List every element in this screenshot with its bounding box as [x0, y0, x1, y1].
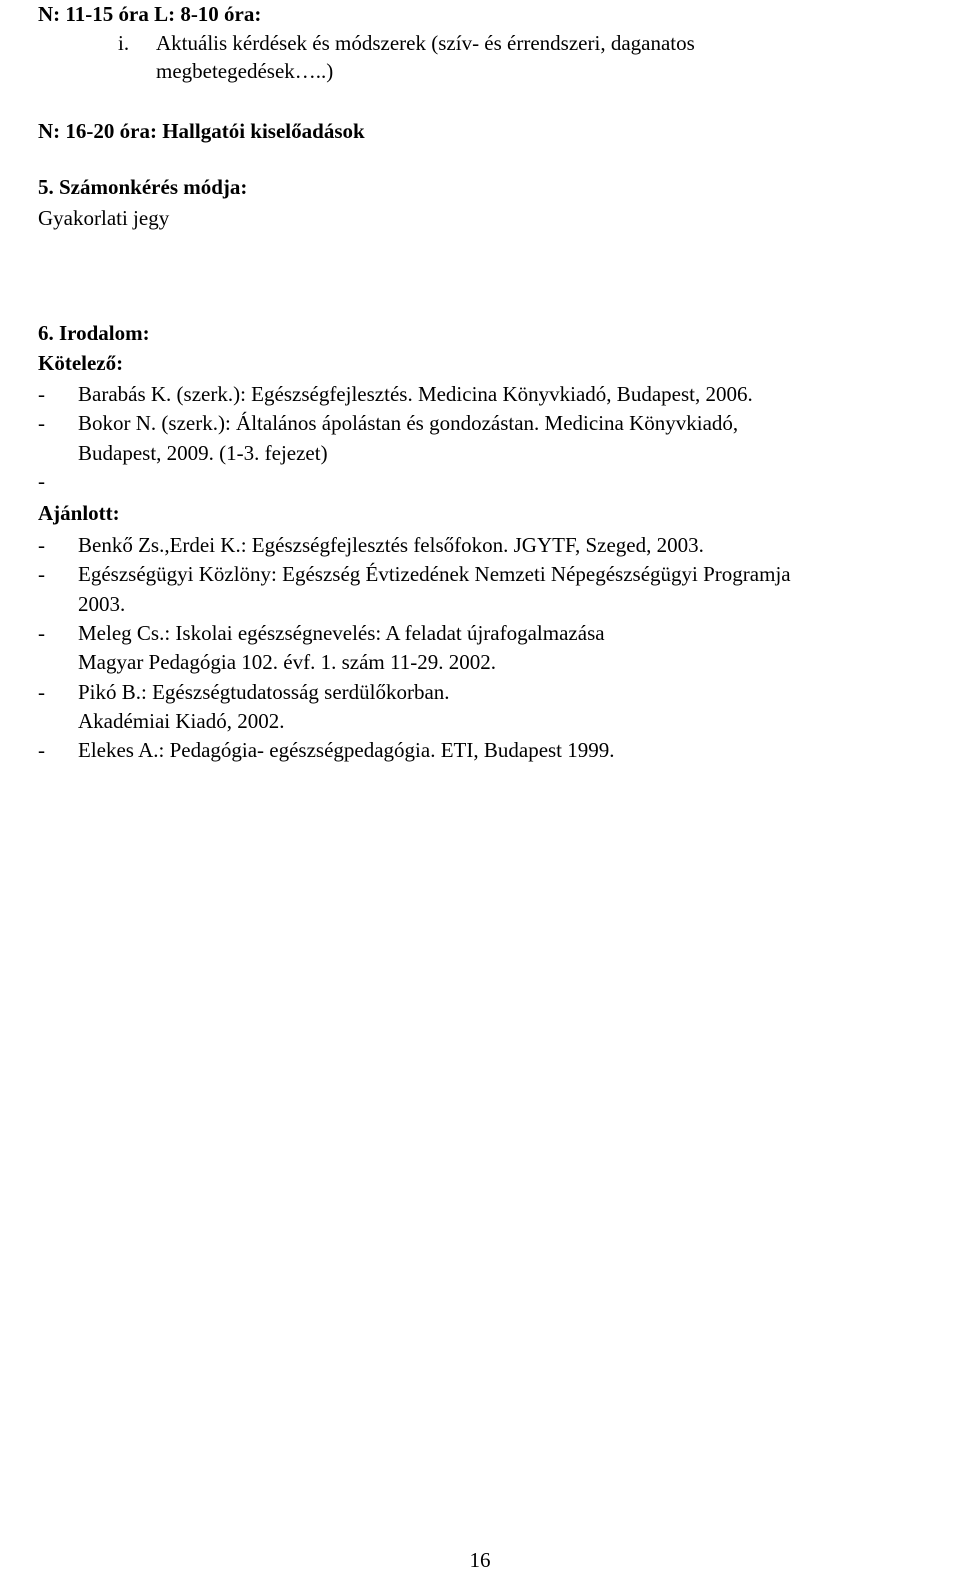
schedule-line-2: N: 16-20 óra: Hallgatói kiselőadások — [38, 119, 365, 143]
list-dash: - — [38, 382, 45, 406]
list-dash: - — [38, 533, 45, 557]
recommended-item-text: Pikó B.: Egészségtudatosság serdülőkorban. — [78, 680, 450, 704]
list-dash: - — [38, 411, 45, 435]
list-dash: - — [38, 562, 45, 586]
recommended-item — [38, 561, 791, 587]
recommended-item — [38, 620, 605, 646]
schedule-line-1: N: 11-15 óra L: 8-10 óra: — [38, 2, 262, 26]
schedule-item-marker: i. — [118, 31, 130, 55]
list-dash: - — [38, 621, 45, 645]
required-item — [38, 410, 738, 436]
recommended-item — [38, 532, 704, 558]
page-number: 16 — [469, 1548, 491, 1572]
recommended-item-continuation: Magyar Pedagógia 102. évf. 1. szám 11-29. 2002. — [78, 650, 496, 674]
recommended-item-continuation: Akadémiai Kiadó, 2002. — [78, 709, 285, 733]
list-dash: - — [38, 469, 45, 493]
required-item-continuation: Budapest, 2009. (1-3. fejezet) — [78, 441, 328, 465]
schedule-item-text-1: Aktuális kérdések és módszerek (szív- és érrendszeri, daganatos — [156, 31, 695, 55]
required-item-text: Barabás K. (szerk.): Egészségfejlesztés. Medicina Könyvkiadó, Budapest, 2006. — [78, 382, 753, 406]
section5-heading: 5. Számonkérés módja: — [38, 175, 248, 199]
required-item-text: Bokor N. (szerk.): Általános ápolástan és gondozástan. Medicina Könyvkiadó, — [78, 411, 739, 435]
required-label: Kötelező: — [38, 351, 124, 375]
section6-heading: 6. Irodalom: — [38, 321, 150, 345]
recommended-item — [38, 679, 450, 705]
schedule-item-text-2: megbetegedések…..) — [156, 59, 334, 83]
recommended-item-text: Benkő Zs.,Erdei K.: Egészségfejlesztés felsőfokon. JGYTF, Szeged, 2003. — [78, 533, 704, 557]
list-dash: - — [38, 680, 45, 704]
recommended-item — [38, 737, 615, 763]
section5-text: Gyakorlati jegy — [38, 206, 170, 230]
recommended-item-continuation: 2003. — [78, 592, 126, 616]
recommended-item-text: Egészségügyi Közlöny: Egészség Évtizedének Nemzeti Népegészségügyi Programja — [78, 562, 791, 586]
recommended-label: Ajánlott: — [38, 501, 120, 525]
recommended-item-text: Elekes A.: Pedagógia- egészségpedagógia. ETI, Budapest 1999. — [78, 738, 615, 762]
recommended-item-text: Meleg Cs.: Iskolai egészségnevelés: A feladat újrafogalmazása — [78, 621, 605, 645]
list-dash: - — [38, 738, 45, 762]
required-item — [38, 381, 753, 407]
